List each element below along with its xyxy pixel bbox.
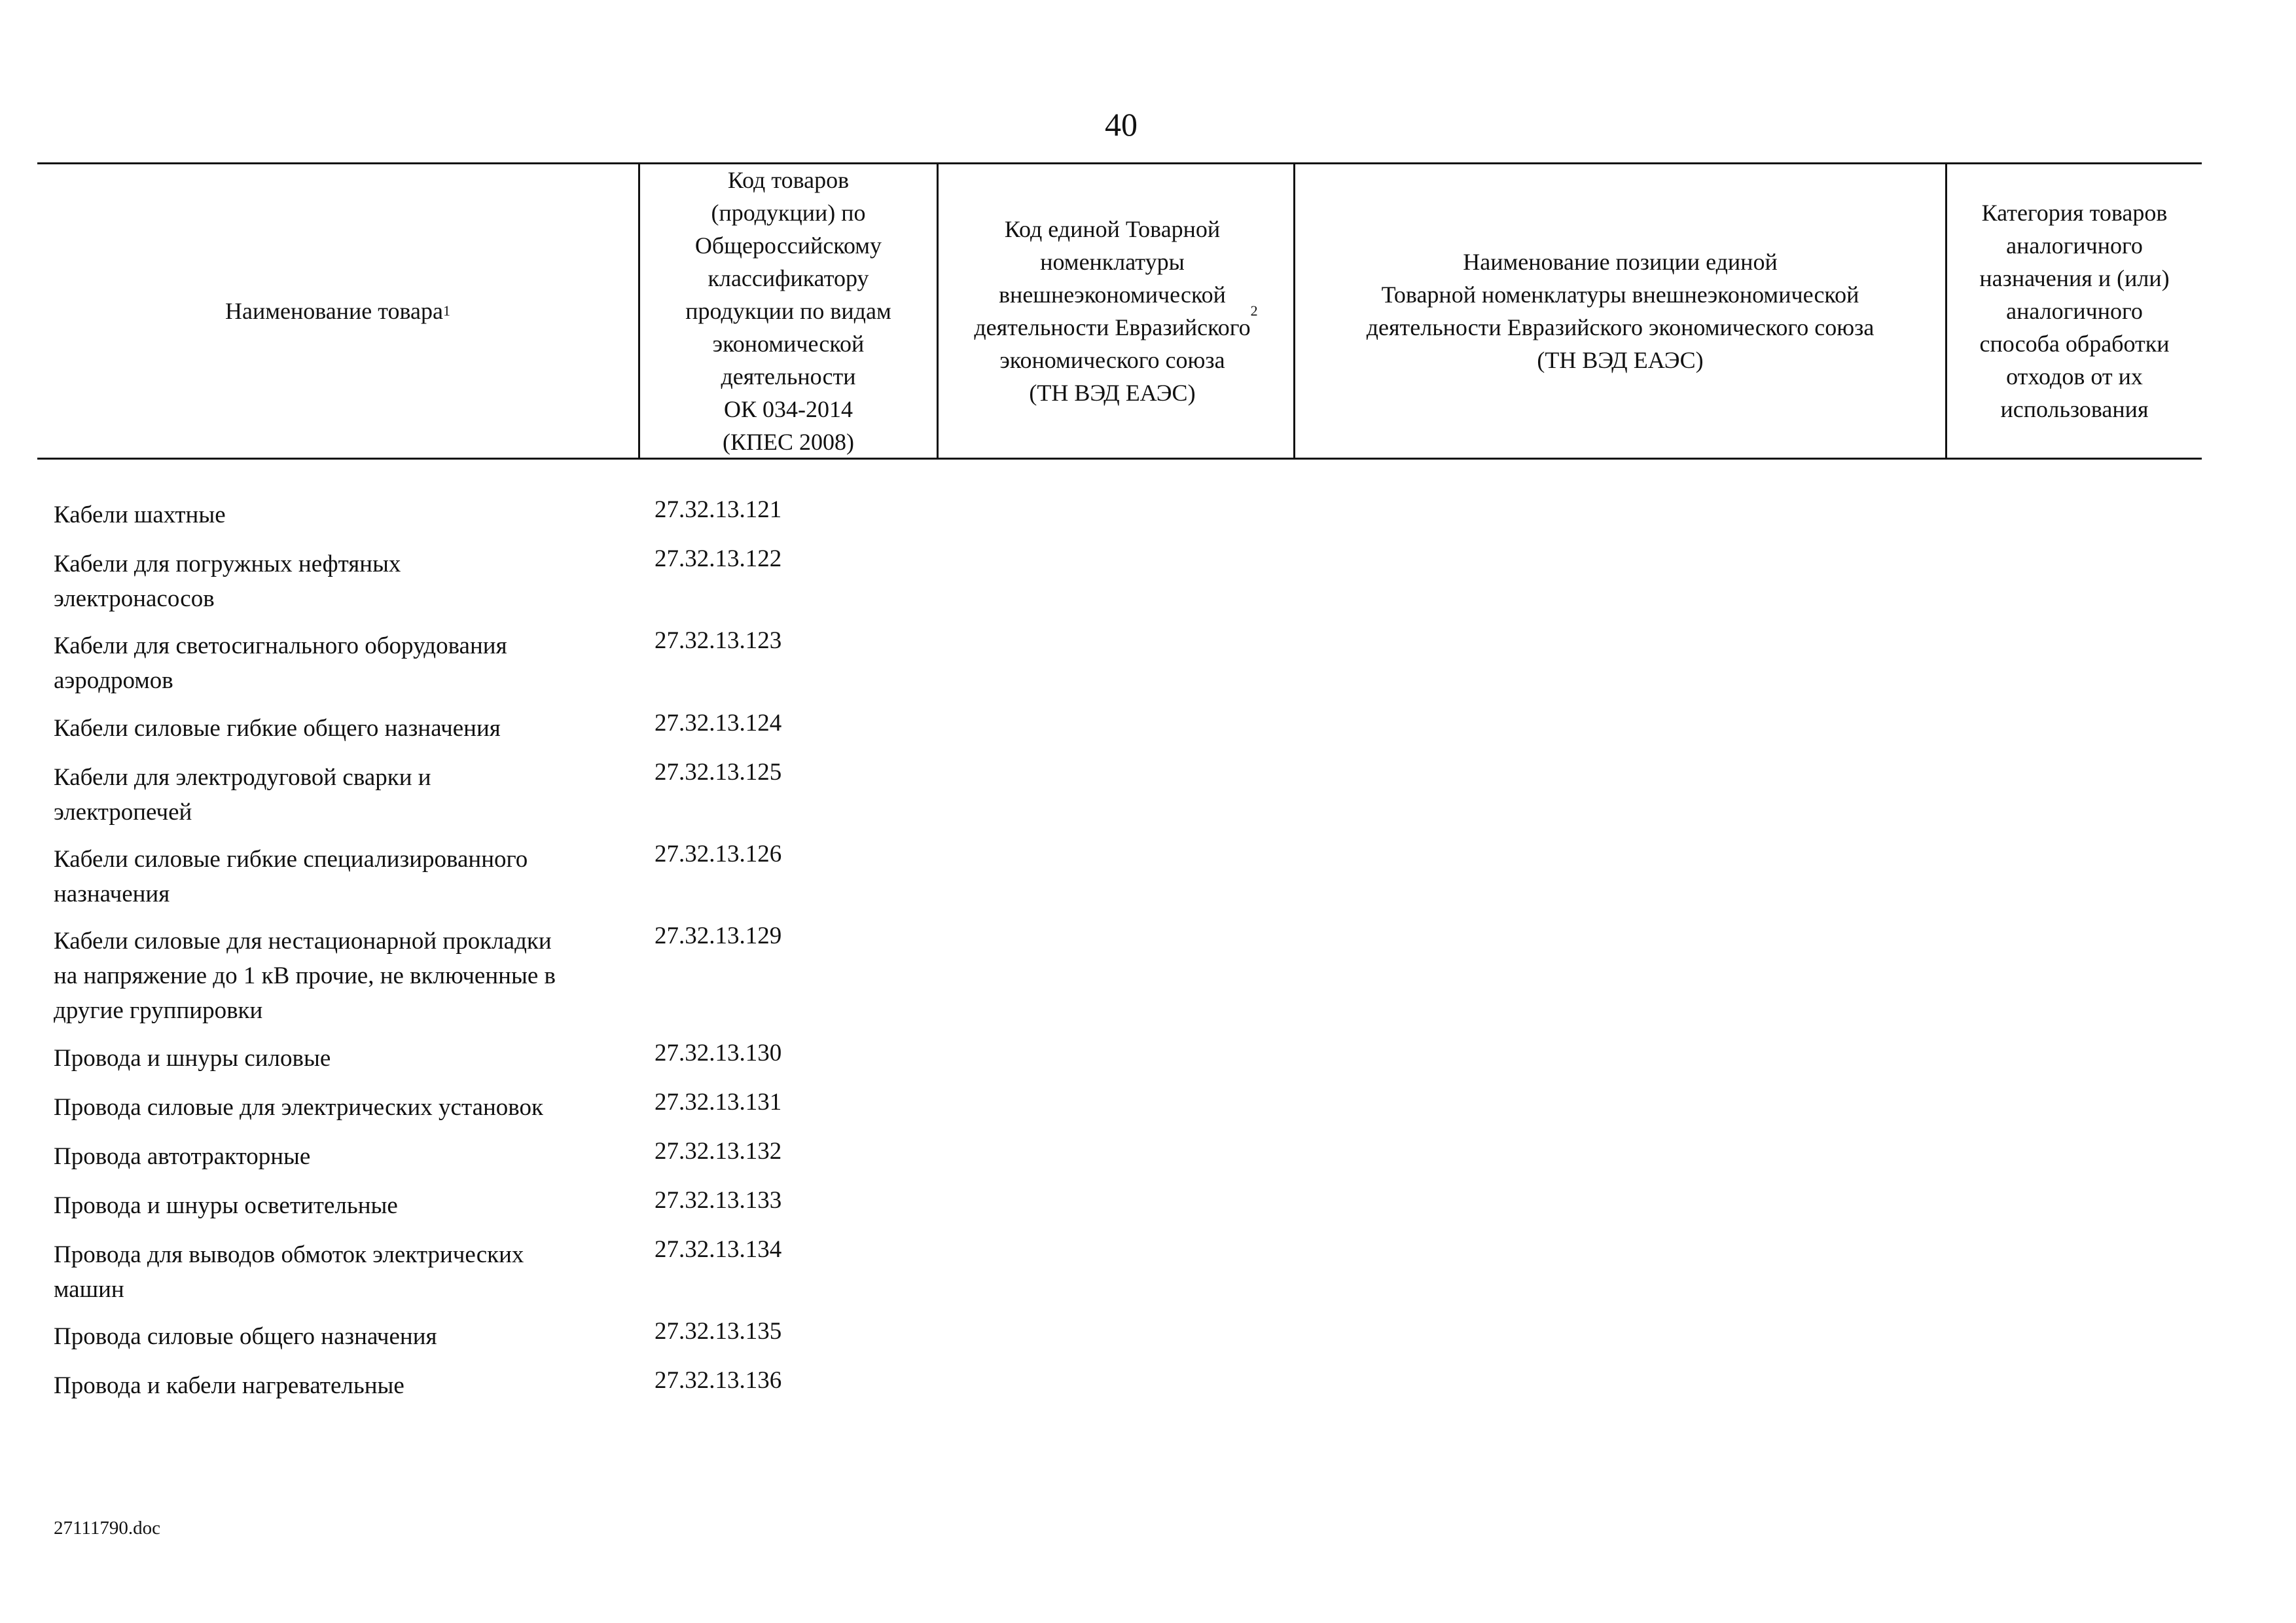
okpd2-code: 27.32.13.131: [655, 1089, 782, 1116]
product-name: Провода силовые общего назначения: [54, 1323, 437, 1350]
product-name: Кабели силовые гибкие специализированного назначения: [54, 846, 528, 907]
okpd2-code: 27.32.13.122: [655, 545, 782, 572]
footer-document-id: 27111790.doc: [54, 1518, 160, 1539]
header-tnved-position-name: Наименование позиции единой Товарной номенклатуры внешнеэкономической деятельности Евразийского экономического союза (ТН ВЭД ЕАЭС): [1293, 164, 1945, 458]
okpd2-code: 27.32.13.129: [655, 922, 782, 949]
product-name: Провода и шнуры осветительные: [54, 1192, 398, 1219]
header-tnved-code: Код единой Товарной номенклатуры внешнеэкономической деятельности Евразийского экономического союза (ТН ВЭД ЕАЭС) 2: [937, 164, 1293, 458]
product-name: Провода автотракторные: [54, 1143, 311, 1170]
product-name: Провода и кабели нагревательные: [54, 1372, 404, 1399]
product-name: Провода и шнуры силовые: [54, 1045, 331, 1072]
okpd2-code: 27.32.13.135: [655, 1318, 782, 1345]
okpd2-code: 27.32.13.132: [655, 1138, 782, 1165]
okpd2-code: 27.32.13.124: [655, 710, 782, 737]
product-name: Кабели силовые для нестационарной прокладки на напряжение до 1 кВ прочие, не включенные в другие группировки: [54, 928, 556, 1024]
product-name: Кабели для светосигнального оборудования аэродромов: [54, 632, 507, 694]
header-waste-category: Категория товаров аналогичного назначения и (или) аналогичного способа обработки отходов от их использования: [1945, 164, 2202, 458]
okpd2-code: 27.32.13.123: [655, 627, 782, 654]
okpd2-code: 27.32.13.125: [655, 759, 782, 786]
product-name: Кабели для электродуговой сварки и электропечей: [54, 764, 431, 826]
product-name: Кабели силовые гибкие общего назначения: [54, 715, 501, 742]
header-product-name-label: Наименование товара: [224, 298, 444, 324]
product-name: Провода для выводов обмоток электрических машин: [54, 1241, 524, 1303]
okpd2-code: 27.32.13.130: [655, 1040, 782, 1067]
page-number: 40: [1105, 106, 1138, 143]
product-name: Кабели шахтные: [54, 501, 226, 528]
header-product-name: Наименование товара 1: [37, 164, 638, 458]
okpd2-code: 27.32.13.133: [655, 1187, 782, 1214]
header-okpd2-code: Код товаров (продукции) по Общероссийскому классификатору продукции по видам экономической деятельности ОК 034-2014 (КПЕС 2008): [638, 164, 937, 458]
okpd2-code: 27.32.13.121: [655, 496, 782, 523]
table-header: [37, 162, 2202, 460]
okpd2-code: 27.32.13.134: [655, 1236, 782, 1263]
okpd2-code: 27.32.13.136: [655, 1367, 782, 1394]
product-name: Кабели для погружных нефтяных электронасосов: [54, 551, 401, 612]
okpd2-code: 27.32.13.126: [655, 841, 782, 867]
product-name: Провода силовые для электрических установок: [54, 1094, 543, 1121]
header-tnved-code-label: Код единой Товарной номенклатуры внешнеэкономической деятельности Евразийского экономического союза (ТН ВЭД ЕАЭС): [974, 216, 1251, 406]
